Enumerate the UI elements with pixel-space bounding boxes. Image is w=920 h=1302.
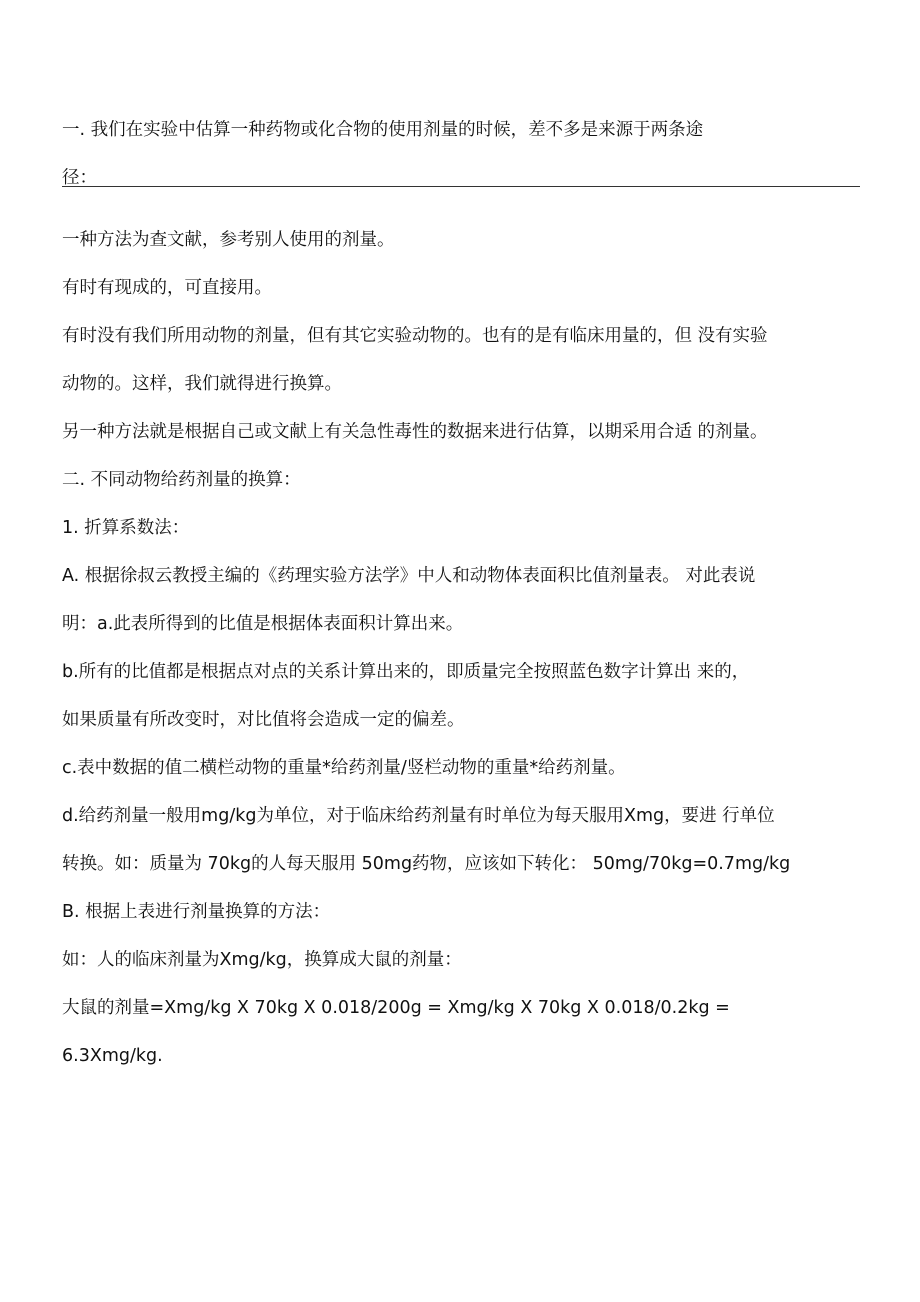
section-heading xyxy=(62,106,860,202)
text-line: 如果质量有所改变时，对比值将会造成一定的偏差。 xyxy=(62,710,465,730)
heading-line-1: 一. 我们在实验中估算一种药物或化合物的使用剂量的时候，差不多是来源于两条途 xyxy=(62,120,704,140)
text-line: 如：人的临床剂量为Xmg/kg，换算成大鼠的剂量： xyxy=(62,950,462,970)
formula-line: 大鼠的剂量=Xmg/kg X 70kg X 0.018/200g = Xmg/kg X 70kg X 0.018/0.2kg = xyxy=(62,998,730,1018)
subsection-heading: 1. 折算系数法： xyxy=(62,518,190,538)
text-line: b.所有的比值都是根据点对点的关系计算出来的，即质量完全按照蓝色数字计算出 来的， xyxy=(62,662,750,682)
heading-line-2: 径： xyxy=(62,168,97,188)
text-line: 有时有现成的，可直接用。 xyxy=(62,278,272,298)
text-line: 转换。如：质量为 70kg的人每天服用 50mg药物，应该如下转化： 50mg/70kg=0.7mg/kg xyxy=(62,854,791,874)
text-line: 有时没有我们所用动物的剂量，但有其它实验动物的。也有的是有临床用量的，但 没有实验 xyxy=(62,326,768,346)
text-line: B. 根据上表进行剂量换算的方法： xyxy=(62,902,331,922)
text-line: d.给药剂量一般用mg/kg为单位，对于临床给药剂量有时单位为每天服用Xmg，要进 行单位 xyxy=(62,806,775,826)
text-line: 动物的。这样，我们就得进行换算。 xyxy=(62,374,342,394)
section-two-heading: 二. 不同动物给药剂量的换算： xyxy=(62,470,301,490)
horizontal-rule xyxy=(62,186,860,187)
text-line: 一种方法为查文献，参考别人使用的剂量。 xyxy=(62,230,395,250)
formula-line: 6.3Xmg/kg. xyxy=(62,1046,163,1066)
text-line: c.表中数据的值二横栏动物的重量*给药剂量/竖栏动物的重量*给药剂量。 xyxy=(62,758,626,778)
document-body xyxy=(62,216,862,1080)
text-line: 明：a.此表所得到的比值是根据体表面积计算出来。 xyxy=(62,614,464,634)
text-line: A. 根据徐叔云教授主编的《药理实验方法学》中人和动物体表面积比值剂量表。 对此表说 xyxy=(62,566,756,586)
text-line: 另一种方法就是根据自己或文献上有关急性毒性的数据来进行估算，以期采用合适 的剂量。 xyxy=(62,422,768,442)
